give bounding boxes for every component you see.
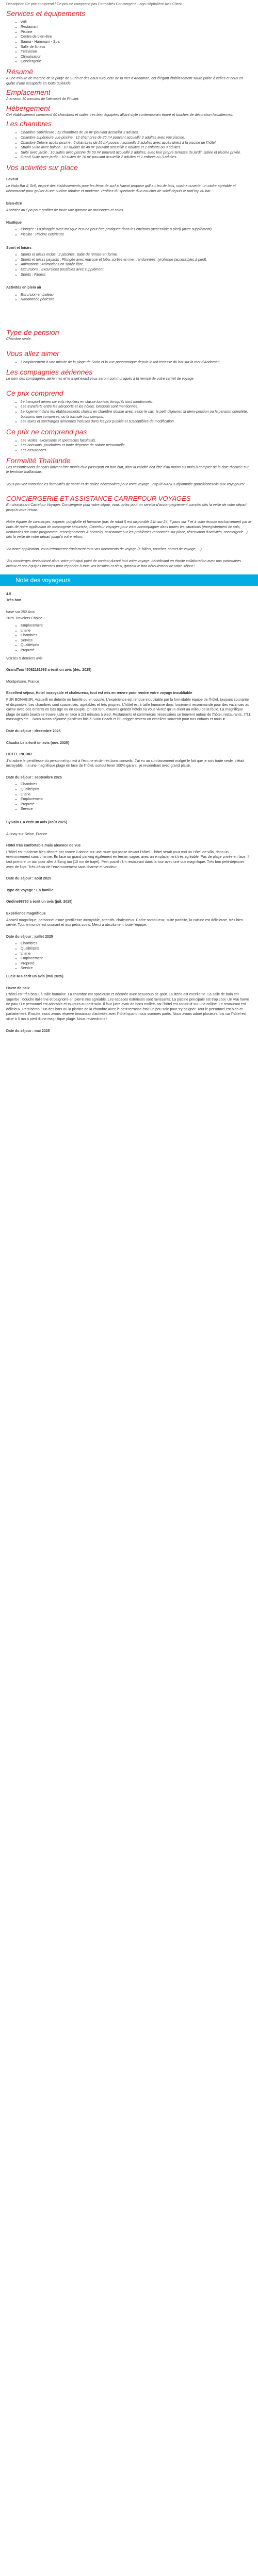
list-item: • Propreté	[21, 648, 252, 653]
list-item: • Chambre supérieure vue piscine : 12 chambres de 26 m² pouvant accueillir 2 adultes avec vue piscine.	[21, 135, 252, 141]
list-item: • Qualité/prix	[21, 787, 252, 792]
compagnies-title: Les compagnies aériennes	[6, 368, 93, 377]
list-item: • Service	[21, 966, 252, 971]
list-item: • Le transport aérien sur vols réguliers en classe touriste, lorsqu'ils sont mentionnés.	[21, 400, 252, 405]
list-item: • Animations : Animations en soirée libre.	[21, 262, 252, 267]
list-item: • Wifi	[21, 20, 252, 25]
review-count[interactable]: Voir les 5 derniers avis	[6, 656, 43, 660]
review-title: Hôtel très confortable mais absence de vue	[6, 844, 81, 848]
review-text: L'hôtel est très beau, à taille humaine. La chambre est spacieuse et décorée avec beaucoup de goût. La literie est excellente. La salle de bain est superbe : douche italienne et baignoire en pierre très agréable. Les espaces extérieurs sont ravissants. La piscine principale est trop cool. Un vrai havre de paix ! Le personnel est adorable et toujours au petit soin. Il faut juste avoir de bons mollets car l'hôtel est construit sur une colline. Le restaurant est délicieux. Petit bémol : un des bars ou la piscine de la chambre avec le petit terrasse était un peu sale pour s'y baigner. Tout le personnel est bien et parfaitement. Ensuite, nous avons réservé beaucoup d'activités avec l'hôtel quand nous sommes partis. Nous avons adoré plusieurs fois car l'hôtel est situé à 5 mn à pied d'une magnifique plage. Nous reviendrons !	[6, 993, 249, 1022]
formalite-text-1: Les ressortissants français doivent être munis d'un passeport en bon état, dont la validité doit être d'au moins six mois à compter de la date d'entrée sur le territoire thaïlandais.	[6, 465, 249, 474]
conciergerie-title: CONCIERGERIE ET ASSISTANCE CARREFOUR VOYAGES	[6, 495, 191, 503]
formalite-text-2[interactable]: Vous pouvez consulter les formalités de santé et de police nécessaires pour votre voyage : http://FRANCEdiplomatie.gouv.fr/conseils-aux-voyageurs/	[6, 482, 245, 486]
list-item: • Télévision	[21, 49, 252, 55]
review-title: HOTEL INCRIR	[6, 753, 32, 757]
list-item: • Excursion en bateau	[21, 293, 252, 298]
aimerez-list	[6, 360, 252, 365]
list-item: • Les transferts entre les aéroports et les hôtels, lorsqu'ils sont mentionnés.	[21, 404, 252, 410]
review-location: Montpelsom, France	[6, 680, 39, 684]
list-item: • Piscine : Piscine extérieure	[21, 232, 252, 238]
review-author: Lucie M a écrit un avis (mai 2025)	[6, 974, 63, 978]
rating-based: basé sur 252 Avis	[6, 610, 35, 614]
review-criteria	[6, 941, 252, 971]
emplacement-text: A environ 30 minutes de l'aéroport de Phuket.	[6, 97, 79, 101]
reviews-banner-title: Note des voyageurs	[15, 576, 71, 584]
list-item: • Les taxes et surcharges aériennes incluses dans les prix publiés et susceptibles de modification.	[21, 419, 252, 425]
formalite-title: Formalité Thaïlande	[6, 456, 71, 465]
review-location: Aulnay-sur-Seine, France	[6, 832, 47, 836]
list-item: • Sports et loisirs payants : Plongée avec masque et tuba, sorties en mer, randonnées, tyrolienne (accessibles à pied).	[21, 258, 252, 263]
review-date: Date du séjour : août 2025	[6, 877, 52, 881]
rating-label: Très bon	[6, 599, 22, 603]
list-item: • Excursions : Excursions possibles avec supplément.	[21, 267, 252, 273]
list-item: • Emplacement	[21, 797, 252, 802]
necomprend-title: Ce prix ne comprend pas	[6, 427, 87, 436]
hebergement-text: Cet établissement comprend 60 chambres et suites très bien équipées alliant style contemporain épuré et touches de décoration hawaïennes.	[6, 113, 233, 117]
list-item: • Chambres	[21, 633, 252, 638]
list-item: • Les visites, excursions et spectacles facultatifs.	[21, 438, 252, 444]
conciergerie-text-3: Via notre application, vous retrouverez également tous vos documents de voyage (e-billets, voucher, carnet de voyage, ...)	[6, 547, 202, 551]
review-author: Claudia Le a écrit un avis (nov. 2025)	[6, 741, 70, 745]
section-nav[interactable]: Description Ce prix comprend / Ce prix ne comprend pas Formalités Conciergerie Lago Hôpitalière Avis Client	[6, 3, 182, 6]
list-item: • Propreté	[21, 802, 252, 807]
compagnies-text: Le nom des compagnies aériennes et le trajet exact vous seront communiqués à la remise de votre carnet de voyage	[6, 377, 194, 381]
list-item: • Chambres	[21, 941, 252, 946]
review-trip-type: Type de voyage : En famille	[6, 888, 54, 892]
conciergerie-text-4: Vos concierges deviendront alors votre principal point de contact durant tout votre voyage, bénéficiant en étroite collaboration avec nos partenaires locaux et nos équipes internes pour répondre à tous vos besoins et ainsi, garantir le bon déroulement de votre séjour !	[6, 560, 241, 569]
list-item: • Conciergerie	[21, 59, 252, 64]
comprend-list	[6, 400, 252, 425]
pension-text: Chambre seule.	[6, 337, 32, 341]
list-item: • Climatisation	[21, 55, 252, 60]
review-author: Ondine98760 a écrit un avis (juil. 2025)	[6, 900, 73, 904]
list-item: • Propreté	[21, 961, 252, 967]
review-text: L'hôtel est moderne bien décoré par contre il donne sur une route qui passe devant l'hôtel. L'hôtel serait pour moi un Hôtel de villa, dans un environnement sans charme. En face un grand parking également en terrain vague, avec un emplacement très agréable. Pas de plage privée en face. Il faut prendre un taxi pour aller à Bang tao (10 mn de trajet). Petit positif : Un restaurant dans la tour avec une vue magnifique. Très bon petit-déjeuner avec de l'opt. Très décor de l'environnement sans charme et vendeur.	[6, 850, 249, 869]
list-item: • Studio Suite avec balcon : 10 studios de 40 m² pouvant accueillir 2 adultes et 2 enfants ou 3 adultes.	[21, 145, 252, 150]
list-item: • Literie	[21, 629, 252, 634]
services-title: Services et équipements	[6, 9, 86, 18]
list-item: • Le logement dans les établissements choisis en chambre double avec, selon le cas, le petit déjeuner, la demi-pension ou la pension complète, boissons non comprises, ou la formule tout compris.	[21, 410, 252, 419]
review-text: J'ai adoré le gentillesse du personnel qui est à l'écoute et de très bons conseils. J'ai eu un surclassement malgré le fait que je sois toute seule, c'était incroyable. Il a une magnifique plage en face de l'hôtel, surtout lever 100% garanti, je reviendrais avec grand plaisir.	[6, 759, 244, 768]
activites-title: Vos activités sur place	[6, 163, 78, 172]
list-item: • Sauna - Hammam - Spa	[21, 40, 252, 45]
sport-label: Sport et loisirs	[6, 246, 32, 250]
necomprend-list	[6, 438, 252, 453]
resume-text: A une minute de marche de la plage de Surin et des eaux turquoise de la mer d'Andaman, cet élégant établissement saura plaire à celles et ceux en quête d'une escapade en toute quiétude.	[6, 76, 244, 86]
chambres-title: Les chambres	[6, 120, 52, 128]
list-item: • Les assurances.	[21, 448, 252, 453]
list-item: • Literie	[21, 952, 252, 957]
list-item: • Salle de fitness	[21, 45, 252, 50]
pleinair-list	[6, 293, 252, 302]
rating-source: 2025 Travelers Choice	[6, 617, 43, 621]
list-item: • Sports et loisirs inclus : 2 piscines. Salle de remise en forme.	[21, 252, 252, 258]
review-date: Date du séjour : mai 2025	[6, 1029, 50, 1033]
list-item: • Sports : Fitness	[21, 273, 252, 278]
nautique-label: Nautique	[6, 221, 22, 225]
list-item: • Qualité/prix	[21, 946, 252, 952]
list-item: • Service	[21, 638, 252, 643]
reviews-section	[0, 590, 258, 1034]
saveur-label: Saveur	[6, 177, 19, 181]
list-item: • Grand Suite avec jardin : 10 suites de 70 m² pouvant accueillir 2 adultes et 2 enfants ou 3 adultes.	[21, 155, 252, 160]
list-item: • Chambres	[21, 782, 252, 787]
bienetre-label: Bien-être	[6, 201, 22, 206]
list-item: • Emplacement	[21, 956, 252, 961]
rating-score: 4.5	[6, 592, 11, 596]
chambres-list	[6, 130, 252, 160]
list-item: • Qualité/prix	[21, 643, 252, 648]
services-list	[6, 20, 252, 64]
review-title: Havre de paix	[6, 986, 30, 990]
list-item: • Chambre Deluxe accès piscine : 6 chambres de 26 m² pouvant accueillir 2 adultes avec accès direct à la piscine de l'hôtel.	[21, 141, 252, 146]
sport-list	[6, 252, 252, 277]
list-item: • Randonnée pédestre	[21, 297, 252, 302]
pleinair-label: Activités en plein air	[6, 286, 42, 290]
saveur-text: Le Nalu Bar & Grill, inspiré des établissements pour les férus de surf à Hawaï propose grill au feu de bois, cuisine ouverte, un cadre agréable et décontracté pour goûter à une cuisine urbaine et moderne. Profitez du spectacle d'un coucher de soleil depuis le roof top du bar.	[6, 184, 236, 194]
review-date: Date du séjour : juillet 2025	[6, 935, 53, 939]
conciergerie-text-2: Notre équipe de concierges, experte, polyglotte et humaine (pas de robot !) est disponible 24h sur 24, 7 jours sur 7 et à votre écoute exclusivement par le biais de notre application de messagerie sécurisée, Carrefour Voyages pour vous accompagner dans toutes les situations (enregistrement de vols, demandes sur votre programme, renseignements & conseils, assistance sur les problèmes rencontrés sur place, réservation d'activités, conciergerie...) dès la veille de votre départ jusqu'à votre retour.	[6, 520, 251, 539]
review-author: Sylvain L a écrit un avis (août 2025)	[6, 821, 68, 825]
hebergement-title: Hébergement	[6, 104, 50, 112]
list-item: • Les boissons, pourboires et toute dépense de nature personnelle.	[21, 443, 252, 448]
review-title: Expérience magnifique	[6, 911, 46, 916]
list-item: • Service	[21, 807, 252, 812]
list-item: • L'emplacement à une minute de la plage de Surin et la vue panoramique depuis le toit terrasse du bar sur la mer d'Andaman.	[21, 360, 252, 365]
emplacement-title: Emplacement	[6, 88, 51, 97]
rating-criteria	[6, 623, 252, 653]
review-date: Date du séjour : décembre 2025	[6, 729, 61, 733]
pension-title: Type de pension	[6, 328, 59, 336]
list-item: • Literie	[21, 792, 252, 798]
reviews-banner	[0, 574, 258, 586]
review-author: GrandTour45062161563 a écrit un avis (déc. 2025)	[6, 668, 92, 672]
resume-title: Résumé	[6, 67, 34, 76]
list-item: • Suite avec jardin : 10 suites avec piscine de 50 m² pouvant accueillir 2 adultes, avec leur propre terrasse de jardin isolée et piscine privée.	[21, 150, 252, 156]
aimerez-title: Vous allez aimer	[6, 349, 59, 358]
review-text: PUR BONHEUR. Accueilli en détente en famille ou en couple. L'expérience est rendue inoubliable par la formidable équipe de l'hôtel, toujours souriante et disponible. Les chambres sont spacieuses, agréables et très propres. L'hôtel est à taille humaine donc forcément recommandé pour des vacances au calme avec des enfants en bas âge ou en couple. On est tenu d'autres grands hôtels où vous vivrez qu'un client au milieu de la foule. La magnifique plage de surin beach se trouve juste en face à 2/3 minutes à pied. Restaurants et commerces nécessaires se trouvent autour de l'hôtel, restaurants, 7/11, massages etc... Nous avons séjourné plusieurs fois à Surin Beach et l'Outrigger restera un excellent souvenir pour nos enfants et nous ♥	[6, 698, 252, 722]
conciergerie-text-1: En choisissant Carrefour Voyages Conciergerie pour votre séjour, vous optez pour un service d'accompagnement complet dès la veille de votre départ jusqu'à votre retour.	[6, 503, 247, 512]
comprend-title: Ce prix comprend	[6, 388, 63, 397]
bienetre-text: Accédez au Spa pour profiter de toute une gamme de massages et soins.	[6, 209, 124, 213]
review-text: Accueil magnifique, personnel d'une gentillesse incroyable, attentifs, chaleureux. Cadre somptueux, suite parfaite, la cuisine est délicieuse, très bien servie. Tout le monde est souriant et aux petits soins. Merci à absolument toute l'équipe.	[6, 918, 243, 927]
list-item: • Plongée : La plongée avec masque et tuba peut être pratiquée dans les environs (accessible à pied) (avec supplément).	[21, 227, 252, 232]
review-date: Date du séjour : septembre 2025	[6, 775, 62, 779]
list-item: • Piscine	[21, 30, 252, 35]
nautique-list	[6, 227, 252, 237]
list-item: • Emplacement	[21, 623, 252, 629]
review-criteria	[6, 782, 252, 812]
list-item: • Centre de bien-être	[21, 35, 252, 40]
review-title: Excellent séjour, Hotel incroyable et chaleureux, tout est mis en œuvre pour rendre votre voyage inoubliable	[6, 691, 192, 696]
list-item: • Chambre Supérieure : 12 chambres de 26 m² pouvant accueillir 2 adultes.	[21, 130, 252, 135]
list-item: • Restaurant	[21, 25, 252, 30]
content-column	[0, 0, 258, 569]
